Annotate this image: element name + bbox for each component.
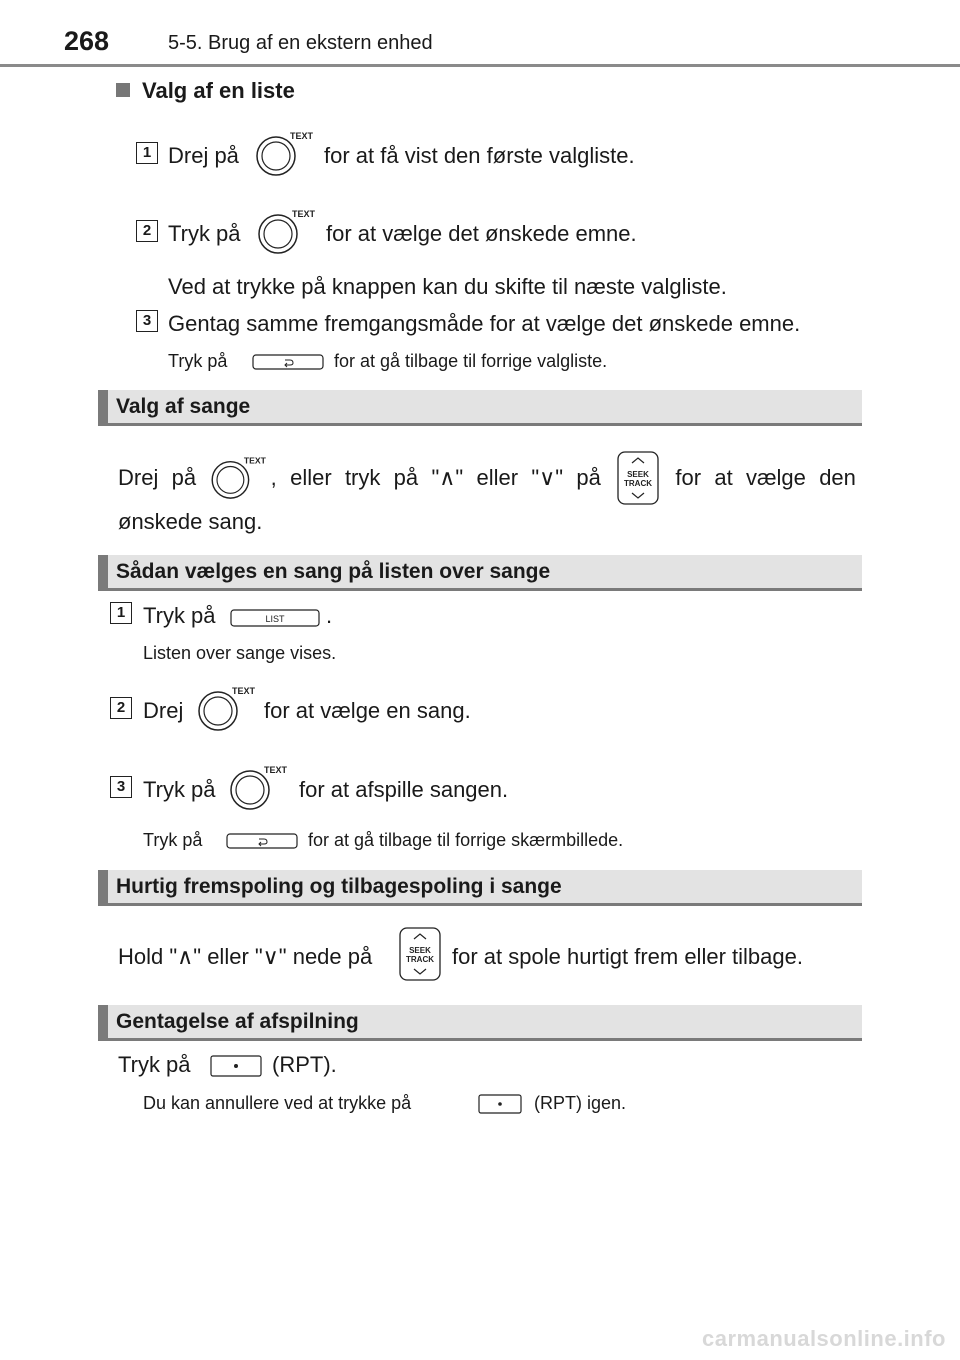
seek-label: SEEK xyxy=(409,946,431,955)
step-text: for at vælge en sang. xyxy=(264,698,471,723)
rpt-button-icon xyxy=(210,1054,262,1078)
subheading-valg-liste xyxy=(116,78,295,104)
step-note: Tryk på xyxy=(143,830,203,850)
word: tryk xyxy=(344,465,381,490)
rpt-button-icon xyxy=(478,1093,522,1115)
seek-track-button-icon xyxy=(396,926,444,982)
section-bar-title: Sådan vælges en sang på listen over sange xyxy=(116,560,551,583)
knob-label: TEXT xyxy=(232,686,256,696)
word: Drej xyxy=(118,465,159,490)
section-bar-title: Gentagelse af afspilning xyxy=(116,1010,359,1033)
step-text: for at vælge det ønskede emne. xyxy=(326,221,637,246)
list-button-icon xyxy=(230,607,320,629)
section-bar-valg-sange xyxy=(98,390,862,426)
word: på xyxy=(171,465,197,490)
step-text: Tryk på xyxy=(143,603,216,628)
word: "∨" xyxy=(531,465,564,490)
knob-label: TEXT xyxy=(264,765,288,775)
text-knob-icon xyxy=(254,130,318,178)
step-number: 1 xyxy=(110,602,132,624)
paragraph-text: for at spole hurtigt frem eller tilbage. xyxy=(452,944,803,969)
step-note: for at gå tilbage til forrige skærmbillede. xyxy=(308,830,624,850)
step-number: 2 xyxy=(110,697,132,719)
header-divider xyxy=(0,64,960,67)
word: på xyxy=(393,465,419,490)
text-knob-icon xyxy=(228,764,292,812)
step-text: . xyxy=(326,603,333,628)
back-button-icon xyxy=(226,831,298,851)
section-bar-liste-sange xyxy=(98,555,862,591)
paragraph-text: Hold "∧" eller "∨" nede på xyxy=(118,944,373,969)
step-note: (RPT) igen. xyxy=(534,1093,627,1113)
track-label: TRACK xyxy=(406,955,434,964)
step-number: 3 xyxy=(110,776,132,798)
page-number: 268 xyxy=(64,26,110,56)
knob-label: TEXT xyxy=(290,131,314,141)
step-note: Listen over sange vises. xyxy=(143,643,337,663)
subheading-text: Valg af en liste xyxy=(142,78,295,103)
track-label: TRACK xyxy=(624,479,653,488)
section-bar-gentagelse xyxy=(98,1005,862,1041)
step-text: Drej xyxy=(143,698,184,723)
step-number: 3 xyxy=(136,310,158,332)
step-text: Drej på xyxy=(168,143,239,168)
step-note: Tryk på xyxy=(168,351,228,371)
word: den xyxy=(819,465,856,490)
seek-track-button-icon xyxy=(614,450,662,506)
step-number: 2 xyxy=(136,220,158,242)
word: vælge xyxy=(745,465,806,490)
word: på xyxy=(576,465,601,490)
knob-label: TEXT xyxy=(244,455,267,466)
list-label: LIST xyxy=(265,614,285,624)
text-knob-icon xyxy=(256,208,320,256)
step-text: Tryk på xyxy=(168,221,241,246)
paragraph-text: Tryk på xyxy=(118,1052,191,1077)
step-note: for at gå tilbage til forrige valgliste. xyxy=(334,351,608,371)
step-text: Tryk på xyxy=(143,777,216,802)
paragraph-valg-sange xyxy=(118,455,856,498)
square-bullet-icon xyxy=(116,83,130,97)
word: eller xyxy=(476,465,519,490)
word: eller xyxy=(290,465,332,490)
step-text: for at afspille sangen. xyxy=(299,777,509,802)
word: at xyxy=(714,465,733,490)
section-bar-title: Hurtig fremspoling og tilbagespoling i sange xyxy=(116,875,562,898)
step-text: for at få vist den første valgliste. xyxy=(324,143,635,168)
step-number: 1 xyxy=(136,142,158,164)
paragraph-text: (RPT). xyxy=(272,1052,337,1077)
section-bar-title: Valg af sange xyxy=(116,395,251,418)
word: for xyxy=(675,465,702,490)
step-note: Du kan annullere ved at trykke på xyxy=(143,1093,412,1113)
knob-label: TEXT xyxy=(292,209,316,219)
step-text: Gentag samme fremgangsmåde for at vælge det ønskede emne. xyxy=(168,311,801,336)
seek-label: SEEK xyxy=(627,470,649,479)
text-knob-icon xyxy=(209,455,271,501)
word: "∧" xyxy=(431,465,464,490)
back-button-icon xyxy=(252,352,324,372)
word: , xyxy=(270,465,277,490)
text-knob-icon xyxy=(196,685,260,733)
section-bar-spoling xyxy=(98,870,862,906)
section-title: 5-5. Brug af en ekstern enhed xyxy=(168,32,433,54)
watermark: carmanualsonline.info xyxy=(702,1326,946,1351)
step-note: Ved at trykke på knappen kan du skifte til næste valgliste. xyxy=(168,274,727,299)
paragraph-line: ønskede sang. xyxy=(118,509,263,534)
